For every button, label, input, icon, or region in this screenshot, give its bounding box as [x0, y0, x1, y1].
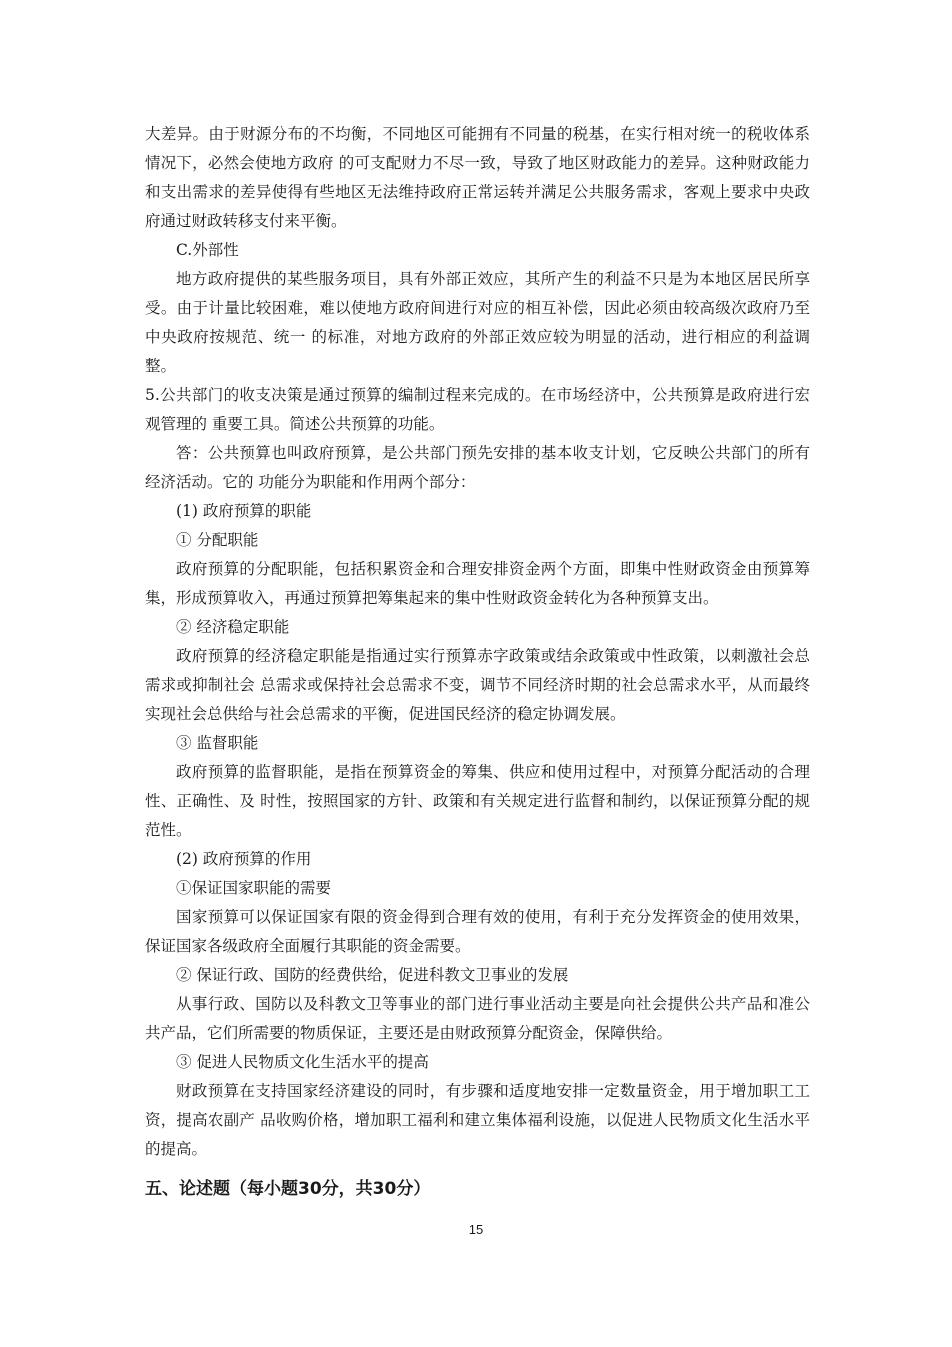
- paragraph: 政府预算的监督职能，是指在预算资金的筹集、供应和使用过程中，对预算分配活动的合理性、正确性、及 时性，按照国家的方针、政策和有关规定进行监督和制约，以保证预算分配的规范性。: [145, 763, 810, 839]
- page-body: [145, 120, 810, 1204]
- subheading-role-3: ③ 促进人民物质文化生活水平的提高: [176, 1053, 429, 1071]
- paragraph: 财政预算在支持国家经济建设的同时，有步骤和适度地安排一定数量资金，用于增加职工工资，提高农副产 品收购价格，增加职工福利和建立集体福利设施，以促进人民物质文化生活水平的提高。: [145, 1082, 810, 1158]
- page-number: 15: [468, 1222, 484, 1237]
- paragraph: 政府预算的分配职能，包括积累资金和合理安排资金两个方面，即集中性财政资金由预算筹集，形成预算收入，再通过预算把筹集起来的集中性财政资金转化为各种预算支出。: [145, 560, 810, 607]
- subheading-budget-functions: (1) 政府预算的职能: [176, 502, 312, 520]
- subheading-role-2: ② 保证行政、国防的经费供给，促进科教文卫事业的发展: [176, 966, 569, 984]
- paragraph: 从事行政、国防以及科教文卫等事业的部门进行事业活动主要是向社会提供公共产品和准公共产品，它们所需要的物质保证，主要还是由财政预算分配资金，保障供给。: [145, 995, 810, 1042]
- subheading-supervision: ③ 监督职能: [176, 734, 259, 752]
- paragraph-continuation: 大差异。由于财源分布的不均衡，不同地区可能拥有不同量的税基，在实行相对统一的税收体系情况下，必然会使地方政府 的可支配财力不尽一致，导致了地区财政能力的差异。这种财政能力和支出需求的差异使得有些地区无法维持政府正常运转并满足公共服务需求，客观上要求中央政府通过财政转移支付来平衡。: [145, 125, 810, 230]
- subheading-allocation: ① 分配职能: [176, 531, 259, 549]
- subheading-externality: C.外部性: [176, 241, 239, 259]
- subheading-role-1: ①保证国家职能的需要: [176, 879, 332, 897]
- subheading-budget-roles: (2) 政府预算的作用: [176, 850, 312, 868]
- section-heading: 五、论述题（每小题30分，共30分）: [145, 1179, 431, 1199]
- subheading-stabilization: ② 经济稳定职能: [176, 618, 290, 636]
- question-5: 5.公共部门的收支决策是通过预算的编制过程来完成的。在市场经济中，公共预算是政府进行宏观管理的 重要工具。简述公共预算的功能。: [145, 386, 810, 433]
- paragraph: 国家预算可以保证国家有限的资金得到合理有效的使用，有利于充分发挥资金的使用效果，保证国家各级政府全面履行其职能的资金需要。: [145, 908, 810, 955]
- paragraph: 地方政府提供的某些服务项目，具有外部正效应，其所产生的利益不只是为本地区居民所享受。由于计量比较困难，难以使地方政府间进行对应的相互补偿，因此必须由较高级次政府乃至中央政府按规范、统一 的标准，对地方政府的外部正效应较为明显的活动，进行相应的利益调整。: [145, 270, 810, 375]
- paragraph: 政府预算的经济稳定职能是指通过实行预算赤字政策或结余政策或中性政策，以刺激社会总需求或抑制社会 总需求或保持社会总需求不变，调节不同经济时期的社会总需求水平，从而最终实现社会总供给与社会总需求的平衡，促进国民经济的稳定协调发展。: [145, 647, 810, 723]
- answer-intro: 答：公共预算也叫政府预算，是公共部门预先安排的基本收支计划，它反映公共部门的所有经济活动。它的 功能分为职能和作用两个部分：: [145, 444, 810, 491]
